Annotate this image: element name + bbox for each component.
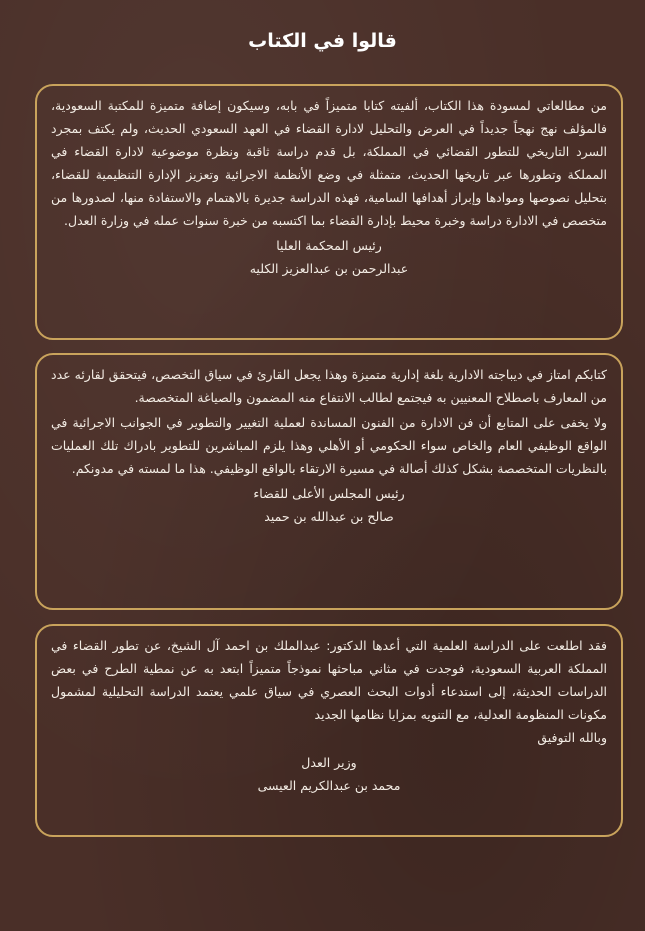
testimonial-box-1	[35, 84, 623, 340]
page-title: قالوا في الكتاب	[248, 30, 397, 52]
author-role: وزير العدل	[301, 755, 357, 770]
author-name: محمد بن عبدالكريم العيسى	[257, 778, 401, 793]
testimonial-box-2	[35, 353, 623, 610]
testimonial-box-3	[35, 624, 623, 837]
author-role: رئيس المجلس الأعلى للقضاء	[253, 486, 405, 501]
author-name: صالح بن عبدالله بن حميد	[264, 509, 394, 524]
testimonial-text: فقد اطلعت على الدراسة العلمية التي أعدها الدكتور: عبدالملك بن احمد آل الشيخ، عن تطور القضاء في المملكة العربية السعودية، فوجدت في مثاني مباحثها نموذجاً متميزاً ابتعد به عن نمطية الطرح في بعض الدراسات الحديثة، إلى استدعاء أدوات البحث العصري في سياق علمي يعتمد الدراسة التحليلية لمشمول مكونات المنظومة العدلية، مع التنويه بمزايا نظامها الجديد	[51, 638, 607, 722]
testimonial-text: ولا يخفى على المتابع أن فن الادارة من الفنون المساندة لعملية التغيير والتطوير في الجوانب الاجرائية في الواقع الوظيفي العام والخاص سواء الحكومي أو الأهلي وهذا يلزم المباشرين للتطوير بادراك تلك العمليات بالنظريات المتخصصة بشكل كذلك أصالة في مسيرة الارتقاء بالواقع الوظيفي. هذا ما لمسته في مدونكم.	[51, 415, 607, 476]
author-role: رئيس المحكمة العليا	[276, 238, 382, 253]
testimonial-text: كتابكم امتاز في ديباجته الادارية بلغة إدارية متميزة وهذا يجعل القارئ في سياق التخصص، فيتحقق لقارئه عدد من المعارف باصطلاح المعنيين به فيجتمع لطالب الانتفاع منه المضمون والصياغة المتخصصة.	[51, 367, 607, 405]
author-name: عبدالرحمن بن عبدالعزيز الكليه	[249, 261, 409, 276]
testimonial-text: من مطالعاتي لمسودة هذا الكتاب، ألفيته كتابا متميزاً في بابه، وسيكون إضافة متميزة للمكتبة السعودية، فالمؤلف نهج نهجاً جديداً في العرض والتحليل لادارة القضاء في العهد السعودي الحديث، ولم يكتف بمجرد السرد التاريخي للتطور القضائي في المملكة، بل قدم دراسة ثاقبة ونظرة موضوعية لادارة القضاء في المملكة وتطورها عبر تاريخها الحديث، متمثلة في وضع الأنظمة الاجرائية وتعزيز الإدارة التنظيمية للقضاء، بتحليل نصوصها وموادها وإبراز أهدافها السامية، فهذه الدراسة جديرة بالاهتمام والاستفادة منها، لصدورها من متخصص في الادارة دراسة وخبرة محيط بإدارة القضاء بما اكتسبه من خبرة سنوات عمله في وزارة العدل.	[51, 98, 607, 228]
closing-line: وبالله التوفيق	[537, 730, 607, 745]
